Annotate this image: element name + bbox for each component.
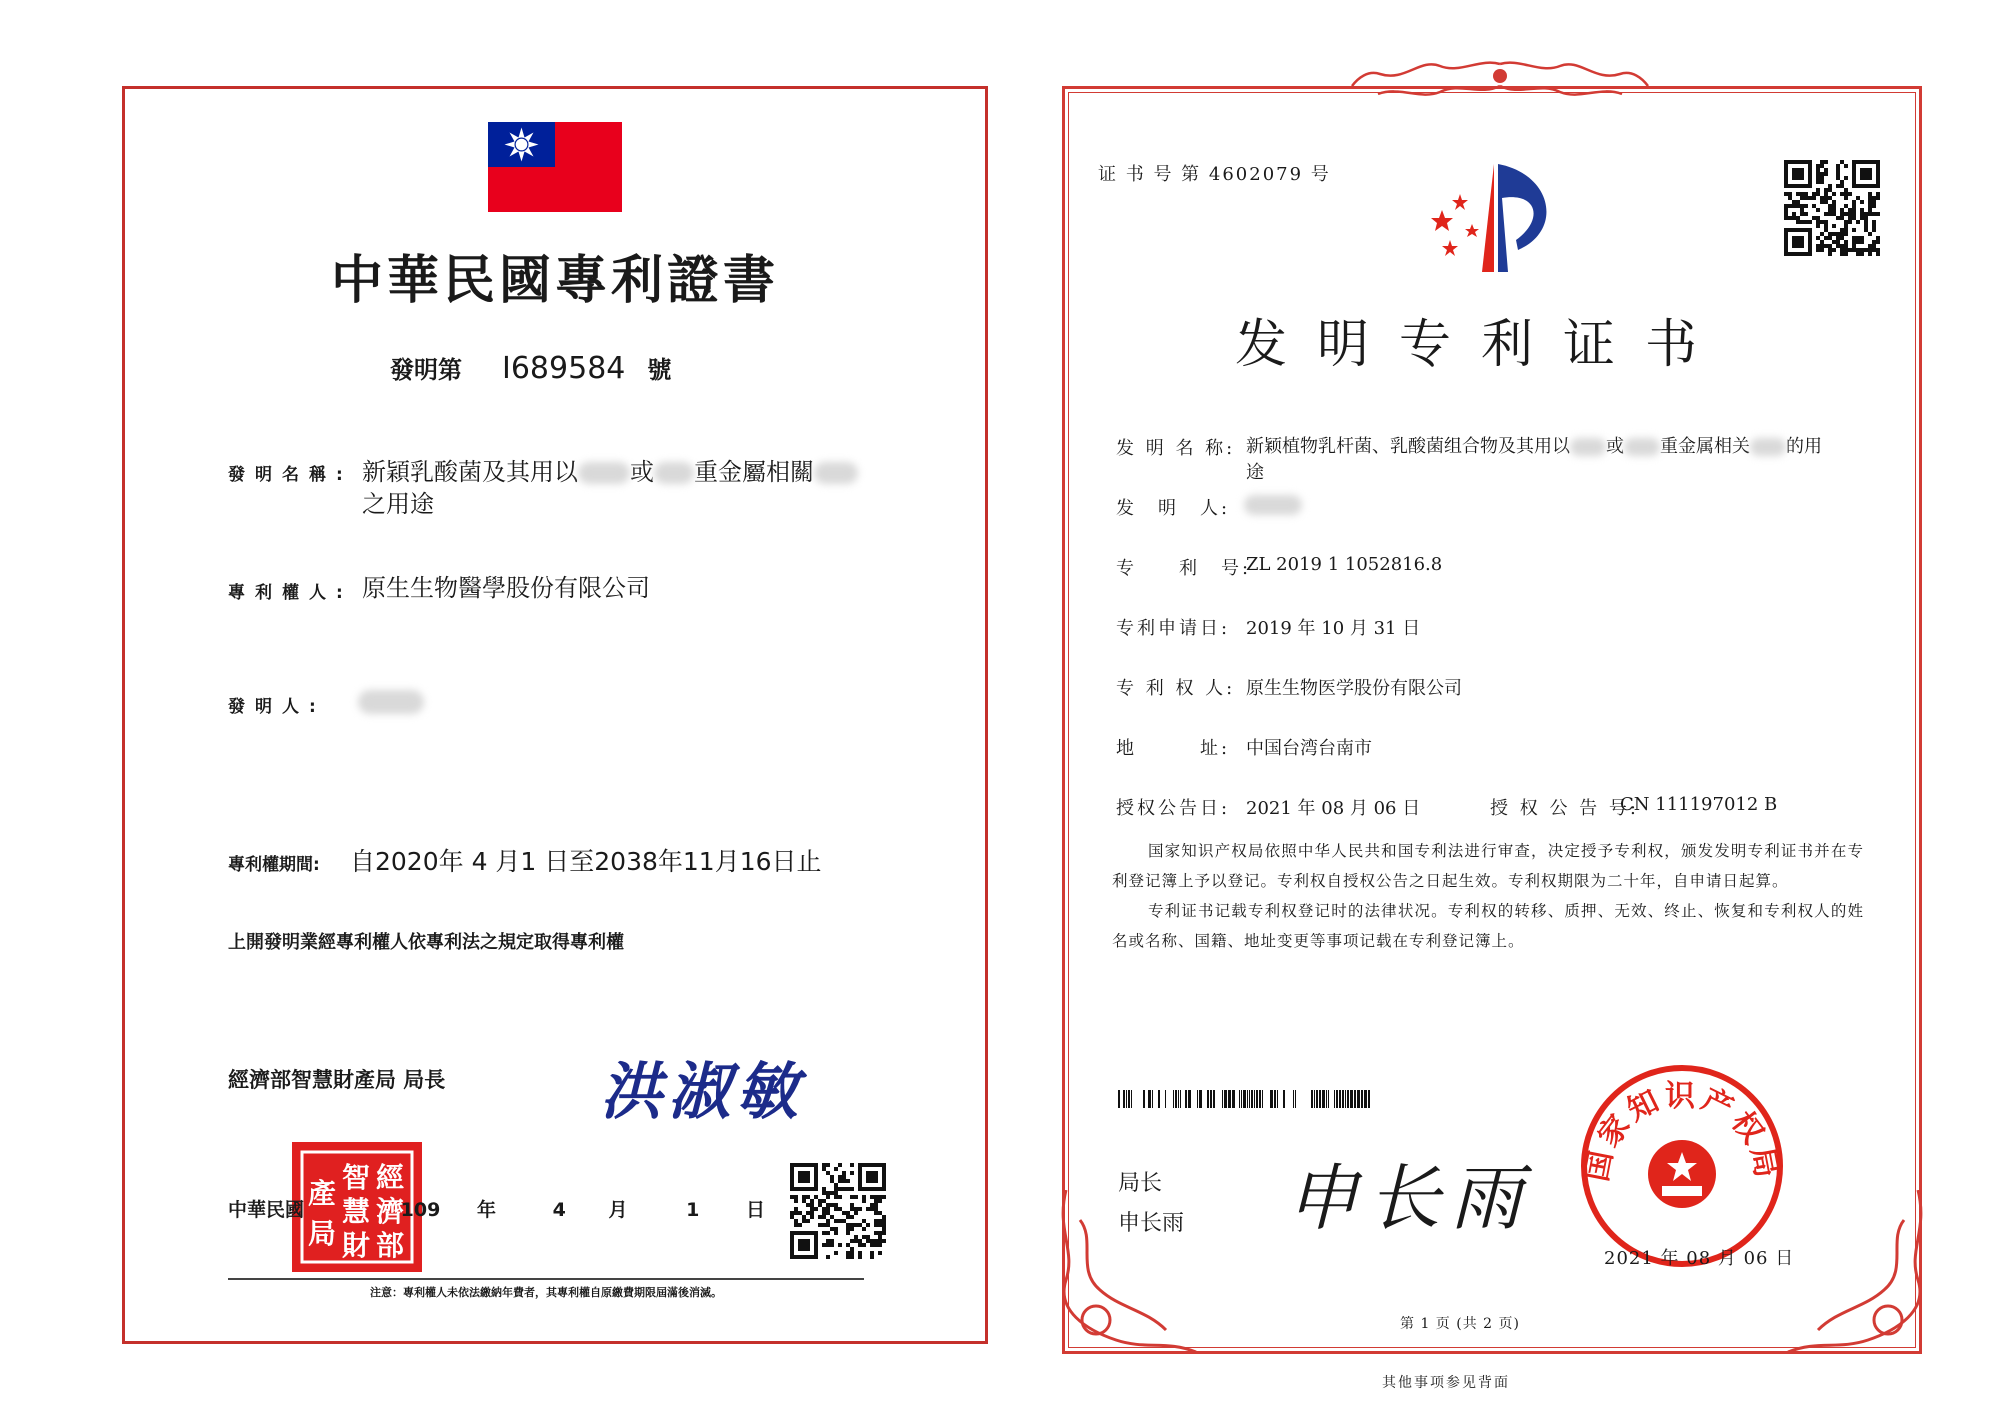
tw-invention-part3: 重金屬相關 [694,458,814,486]
cn-invention-part1: 新颖植物乳杆菌、乳酸菌组合物及其用以 [1246,436,1570,457]
cn-address-label: 地 址: [1116,738,1231,759]
cn-official-seal [1578,1062,1786,1270]
cn-patentee: 原生生物医学股份有限公司 [1246,678,1462,699]
tw-inventor [358,690,424,714]
cn-invention-title [1246,434,1876,486]
tw-seal-char: 濟 [376,1195,405,1228]
cn-legal-statement [1112,836,1864,956]
cn-invention-part4: 的用 [1786,436,1822,457]
cnipa-logo-icon [1420,154,1570,274]
cn-director-name: 申长雨 [1118,1211,1185,1236]
cn-invention-part2: 或 [1606,436,1624,457]
cn-corner-ornament-icon [1778,1190,1928,1360]
tw-patent-number: I689584 [502,351,626,386]
tw-invention-label: 發明名稱: [228,465,353,485]
cn-seal-date: 2021 年 08 月 06 日 [1604,1248,1795,1269]
tw-patentee-label: 專利權人: [228,583,353,603]
tw-issue-date [228,1195,765,1222]
cn-patent-no: ZL 2019 1 1052816.8 [1246,554,1443,575]
redaction-blur [814,462,858,484]
tw-seal-char: 智 [342,1161,371,1194]
tw-footer-note: 注意：專利權人未依法繳納年費者，其專利權自原繳費期限屆滿後消滅。 [370,1286,722,1299]
cn-director-title: 局长 [1118,1171,1163,1196]
cn-inventor-label: 发 明 人: [1116,498,1231,519]
tw-date-year: 109 [400,1199,441,1221]
tw-date-month-unit: 月 [608,1199,628,1221]
cn-invention-part3: 重金属相关 [1660,436,1750,457]
tw-number-suffix: 號 [647,356,672,384]
tw-patent-number-row [390,350,671,386]
tw-grant-statement: 上開發明業經專利權人依專利法之規定取得專利權 [228,932,624,953]
redaction-blur [654,462,694,484]
redaction-blur [1244,495,1302,515]
tw-invention-part1: 新穎乳酸菌及其用以 [362,458,578,486]
tw-invention-part2: 或 [630,458,654,486]
cn-top-ornament-icon [1350,56,1650,102]
tw-date-month: 4 [552,1199,566,1221]
redaction-blur [1624,438,1660,456]
tw-seal-char: 慧 [342,1195,371,1228]
tw-invention-title [362,456,882,520]
redaction-blur [1750,438,1786,456]
cn-invention-label: 发 明 名 称: [1116,438,1236,459]
tw-period: 自2020年 4 月1 日至2038年11月16日止 [350,847,822,876]
cn-filing-date-label: 专利申请日: [1116,618,1231,639]
cn-barcode-icon [1118,1090,1370,1108]
cn-pub-date-label: 授权公告日: [1116,798,1231,819]
tw-date-day-unit: 日 [745,1199,765,1221]
redaction-blur [1570,438,1606,456]
tw-invention-line2: 之用途 [362,490,434,518]
tw-date-prefix: 中華民國 [228,1199,305,1221]
tw-director-signature: 洪淑敏 [600,1055,805,1128]
tw-inventor-label: 發明人: [228,697,326,717]
cn-back-note: 其他事项参见背面 [1382,1375,1510,1391]
tw-footer-divider [228,1278,864,1280]
cn-patentee-label: 专 利 权 人: [1116,678,1236,699]
cn-statement-paragraph: 国家知识产权局依照中华人民共和国专利法进行审查，决定授予专利权，颁发发明专利证书并在专利登记簿上予以登记。专利权自授权公告之日起生效。专利权期限为二十年，自申请日起算。 [1112,842,1864,890]
redaction-blur [578,462,630,484]
tw-certificate-title: 中華民國專利證書 [330,250,779,311]
cn-certificate-title: 发明专利证书 [1234,315,1727,375]
cn-inventor [1244,494,1302,515]
tw-seal-char: 局 [308,1217,337,1250]
tw-seal-char: 部 [376,1229,405,1262]
roc-flag-icon [488,122,622,212]
cn-certificate-number: 证 书 号 第 4602079 号 [1098,164,1331,185]
tw-seal-char: 產 [308,1177,337,1210]
cn-pub-no-label: 授 权 公 告 号: [1490,798,1639,819]
tw-office-director: 經濟部智慧財產局 局長 [228,1068,446,1092]
tw-number-prefix: 發明第 [390,356,462,384]
tw-qr-code-icon [790,1163,886,1259]
cn-filing-date: 2019 年 10 月 31 日 [1246,618,1421,639]
cn-pub-no: CN 111197012 B [1620,794,1778,815]
cn-address: 中国台湾台南市 [1246,738,1372,759]
cn-statement-paragraph: 专利证书记载专利权登记时的法律状况。专利权的转移、质押、无效、终止、恢复和专利权人的姓名或名称、国籍、地址变更等事项记载在专利登记簿上。 [1112,902,1864,950]
redaction-blur [358,690,424,714]
tw-patentee: 原生生物醫學股份有限公司 [362,574,650,602]
tw-date-year-unit: 年 [476,1199,496,1221]
cn-page-indicator: 第 1 页 (共 2 页) [1400,1316,1520,1332]
cn-patent-no-label: 专 利 号: [1116,558,1252,579]
cn-seal-text: 国家知识产权局 [1579,1079,1785,1185]
cn-invention-line2: 途 [1246,462,1264,483]
cn-director-signature: 申长雨 [1286,1156,1533,1240]
tw-date-day: 1 [686,1199,700,1221]
tw-period-label: 專利權期間: [228,855,320,875]
tw-seal-char: 財 [342,1229,371,1262]
cn-qr-code-icon [1784,160,1880,256]
tw-seal-char: 經 [376,1161,405,1194]
cn-pub-date: 2021 年 08 月 06 日 [1246,798,1421,819]
